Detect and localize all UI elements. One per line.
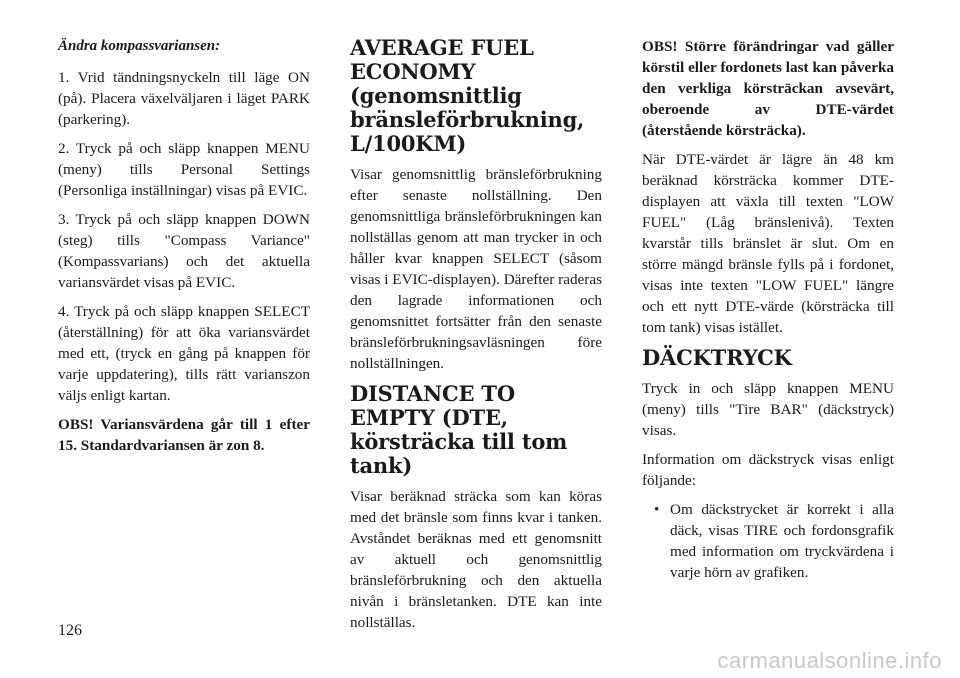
step-1: 1. Vrid tändningsnyckeln till läge ON (på). Placera växelväljaren i läget PARK (parkering). bbox=[58, 69, 310, 128]
bullet-mark: • bbox=[654, 501, 660, 518]
watermark-logo: carmanualsonline.info bbox=[717, 648, 942, 673]
note-variance: OBS! Variansvärdena går till 1 efter 15. Standardvariansen är zon 8. bbox=[58, 416, 310, 454]
section-subheading: Ändra kompassvariansen: bbox=[58, 38, 221, 54]
step-3: 3. Tryck på och släpp knappen DOWN (steg) tills "Compass Variance" (Kompassvarians) och det aktuella variansvärdet visas på EVIC. bbox=[58, 211, 310, 291]
step-2: 2. Tryck på och släpp knappen MENU (meny) tills Personal Settings (Personliga inställningar) visas på EVIC. bbox=[58, 140, 310, 199]
heading-average-fuel-economy: AVERAGE FUEL ECONOMY (genomsnittlig bränsleförbrukning, L/100KM) bbox=[350, 35, 585, 156]
column-right bbox=[642, 36, 894, 583]
paragraph-tire-info: Information om däckstryck visas enligt följande: bbox=[642, 451, 894, 489]
paragraph-tire-menu: Tryck in och släpp knappen MENU (meny) tills "Tire BAR" (däckstryck) visas. bbox=[642, 380, 894, 439]
paragraph-average-fuel-economy: Visar genomsnittlig bränsleförbrukning efter senaste nollställning. Den genomsnittliga bränsleförbrukningen kan nollställas genom att man trycker in och håller kvar knappen SELECT (såsom visas i EVIC-displayen). Därefter raderas den lagrade informationen och genomsnittet fortsätter från den senaste bränsleförbrukningsavläsningen före nollställningen. bbox=[350, 166, 602, 372]
heading-tire-pressure: DÄCKTRYCK bbox=[642, 345, 792, 370]
column-middle bbox=[350, 36, 602, 641]
list-item bbox=[656, 499, 894, 583]
paragraph-low-fuel: När DTE-värdet är lägre än 48 km beräknad körsträcka kommer DTE-displayen att växla till texten "LOW FUEL" (Låg bränslenivå). Texten kvarstår tills bränslet är slut. Om en större mängd bränsle fylls på i fordonet, visas inte texten "LOW FUEL" längre och ett nytt DTE-värde (körsträcka till tom tank) visas istället. bbox=[642, 151, 894, 336]
column-left bbox=[58, 36, 310, 464]
list-item-text: Om däckstrycket är korrekt i alla däck, visas TIRE och fordonsgrafik med information om tryckvärdena i varje hörn av grafiken. bbox=[670, 501, 894, 581]
tire-info-list bbox=[642, 499, 894, 583]
note-driving-style: OBS! Större förändringar vad gäller körstil eller fordonets last kan påverka den verkliga körsträckan avsevärt, oberoende av DTE-värdet (återstående körsträcka). bbox=[642, 38, 894, 139]
paragraph-distance-to-empty: Visar beräknad sträcka som kan köras med det bränsle som finns kvar i tanken. Avståndet beräknas med ett genomsnitt av aktuell och genomsnittlig bränsleförbrukning och den aktuella nivån i bränsletanken. DTE kan inte nollställas. bbox=[350, 488, 602, 631]
heading-distance-to-empty: DISTANCE TO EMPTY (DTE, körsträcka till tom tank) bbox=[350, 381, 568, 478]
step-4: 4. Tryck på och släpp knappen SELECT (återställning) för att öka variansvärdet med ett, (tryck en gång på knappen för varje uppdatering), tills rätt varianszon väljs enligt kartan. bbox=[58, 303, 310, 404]
page-number: 126 bbox=[58, 622, 82, 639]
